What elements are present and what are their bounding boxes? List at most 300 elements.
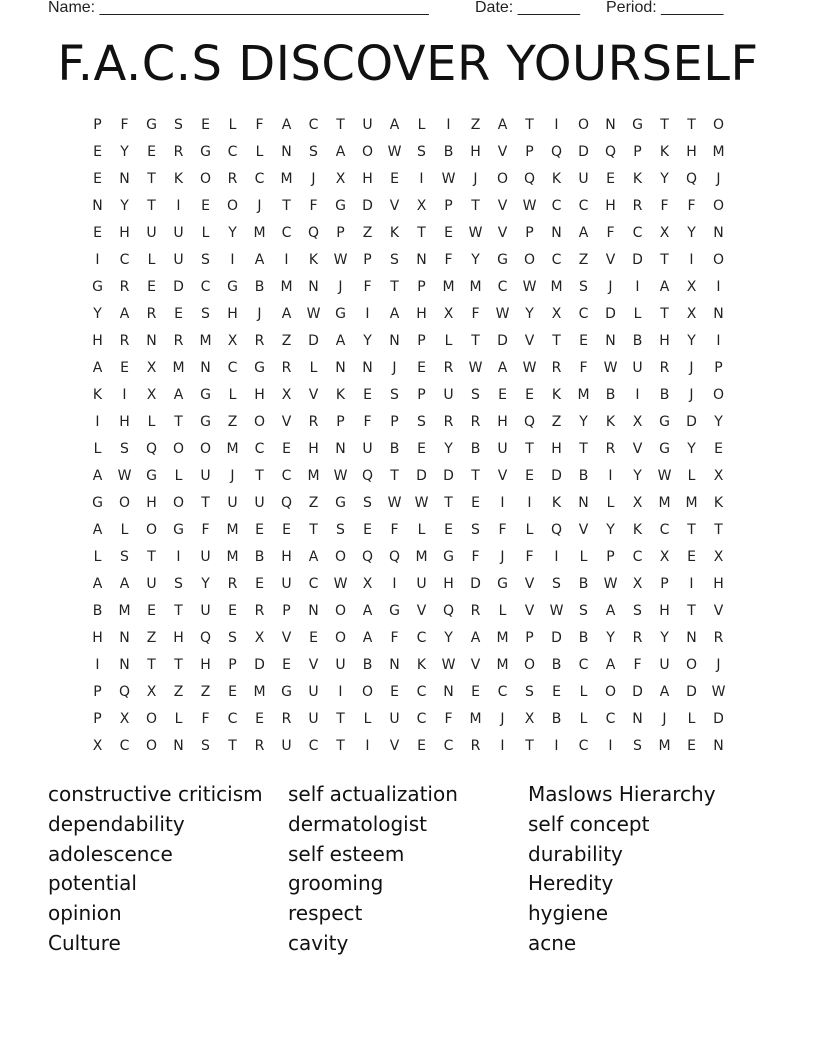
grid-letter: O	[334, 549, 347, 565]
grid-letter: U	[335, 657, 346, 673]
grid-letter: E	[363, 387, 372, 403]
grid-letter: J	[338, 279, 343, 295]
grid-letter: S	[174, 576, 183, 592]
grid-letter: Q	[280, 495, 293, 511]
grid-letter: C	[632, 549, 643, 565]
grid-letter: R	[470, 603, 481, 619]
grid-letter: I	[689, 576, 694, 592]
grid-letter: E	[309, 630, 318, 646]
grid-letter: F	[255, 117, 264, 133]
grid-letter: V	[497, 144, 508, 160]
grid-letter: E	[255, 522, 264, 538]
grid-letter: T	[336, 711, 345, 727]
grid-letter: H	[713, 576, 724, 592]
grid-letter: N	[605, 333, 616, 349]
grid-letter: Z	[227, 414, 238, 430]
grid-letter: T	[390, 279, 399, 295]
grid-letter: W	[414, 495, 429, 511]
grid-letter: I	[230, 252, 235, 268]
grid-letter: C	[578, 306, 589, 322]
grid-letter: Y	[714, 414, 723, 430]
grid-letter: W	[603, 576, 618, 592]
grid-letter: A	[254, 252, 265, 268]
grid-letter: G	[227, 279, 238, 295]
grid-letter: A	[173, 387, 184, 403]
grid-letter: B	[659, 387, 670, 403]
grid-letter: S	[120, 549, 129, 565]
grid-letter: C	[551, 252, 562, 268]
grid-letter: T	[444, 495, 453, 511]
grid-letter: E	[363, 522, 372, 538]
grid-letter: W	[549, 603, 564, 619]
grid-letter: I	[392, 576, 397, 592]
grid-letter: E	[255, 576, 264, 592]
grid-letter: O	[712, 387, 725, 403]
grid-letter: F	[579, 360, 588, 376]
grid-letter: E	[552, 684, 561, 700]
grid-letter: H	[659, 333, 670, 349]
grid-letter: N	[389, 657, 400, 673]
name-field: Name: _____________________________________	[48, 0, 429, 16]
grid-letter: I	[554, 738, 559, 754]
grid-letter: D	[362, 198, 373, 214]
grid-letter: U	[200, 468, 211, 484]
grid-letter: T	[471, 468, 480, 484]
word-list-item: durability	[528, 841, 623, 866]
grid-letter: K	[173, 171, 184, 187]
grid-letter: C	[416, 711, 427, 727]
grid-letter: M	[307, 468, 320, 484]
grid-letter: S	[120, 441, 129, 457]
grid-letter: B	[578, 630, 589, 646]
grid-letter: X	[551, 306, 562, 322]
grid-letter: M	[685, 495, 698, 511]
grid-letter: Y	[579, 414, 588, 430]
grid-letter: A	[119, 306, 130, 322]
grid-letter: N	[119, 171, 130, 187]
grid-letter: Q	[307, 225, 320, 241]
grid-letter: K	[632, 171, 643, 187]
grid-letter: R	[713, 630, 724, 646]
grid-letter: U	[389, 711, 400, 727]
grid-letter: D	[497, 333, 508, 349]
grid-letter: M	[712, 144, 725, 160]
grid-letter: A	[389, 117, 400, 133]
grid-letter: F	[525, 549, 534, 565]
grid-letter: X	[659, 225, 670, 241]
grid-letter: T	[147, 549, 156, 565]
grid-letter: T	[282, 198, 291, 214]
grid-letter: E	[498, 387, 507, 403]
grid-letter: G	[173, 522, 184, 538]
grid-letter: P	[633, 144, 642, 160]
grid-letter: C	[578, 198, 589, 214]
grid-letter: V	[308, 657, 319, 673]
grid-letter: V	[497, 225, 508, 241]
grid-letter: J	[311, 171, 316, 187]
grid-letter: E	[201, 117, 210, 133]
grid-letter: F	[201, 522, 210, 538]
grid-letter: L	[633, 306, 642, 322]
grid-letter: G	[200, 387, 211, 403]
grid-letter: V	[578, 522, 589, 538]
grid-letter: V	[713, 603, 724, 619]
grid-letter: G	[389, 603, 400, 619]
grid-letter: X	[335, 171, 346, 187]
grid-letter: H	[200, 657, 211, 673]
grid-letter: S	[309, 144, 318, 160]
grid-letter: S	[579, 603, 588, 619]
grid-letter: E	[417, 441, 426, 457]
grid-letter: V	[308, 387, 319, 403]
grid-letter: O	[523, 252, 536, 268]
grid-letter: G	[254, 360, 265, 376]
grid-letter: Q	[361, 468, 374, 484]
grid-letter: A	[362, 630, 373, 646]
grid-letter: L	[228, 387, 237, 403]
grid-letter: L	[417, 522, 426, 538]
grid-letter: W	[657, 468, 672, 484]
grid-letter: T	[309, 522, 318, 538]
grid-letter: A	[497, 117, 508, 133]
grid-letter: W	[468, 360, 483, 376]
grid-letter: L	[687, 711, 696, 727]
grid-letter: A	[389, 306, 400, 322]
grid-letter: P	[390, 414, 399, 430]
grid-letter: F	[606, 225, 615, 241]
grid-letter: I	[635, 279, 640, 295]
grid-letter: R	[173, 333, 184, 349]
grid-letter: T	[336, 738, 345, 754]
grid-letter: I	[122, 387, 127, 403]
grid-letter: X	[146, 684, 157, 700]
grid-letter: T	[525, 441, 534, 457]
grid-letter: K	[632, 522, 643, 538]
grid-letter: P	[93, 684, 102, 700]
grid-letter: X	[659, 549, 670, 565]
worksheet-header	[48, 0, 748, 20]
grid-letter: L	[444, 333, 453, 349]
grid-letter: J	[392, 360, 397, 376]
grid-letter: T	[660, 252, 669, 268]
grid-letter: H	[254, 387, 265, 403]
grid-letter: D	[632, 684, 643, 700]
grid-letter: Y	[660, 630, 669, 646]
grid-letter: C	[227, 360, 238, 376]
grid-letter: B	[362, 657, 373, 673]
grid-letter: Y	[444, 441, 453, 457]
grid-letter: K	[308, 252, 319, 268]
grid-letter: E	[687, 738, 696, 754]
word-list-item: respect	[288, 901, 363, 926]
grid-letter: O	[712, 198, 725, 214]
grid-letter: I	[500, 495, 505, 511]
grid-letter: T	[714, 522, 723, 538]
grid-letter: J	[257, 306, 262, 322]
grid-letter: R	[605, 441, 616, 457]
grid-letter: A	[470, 630, 481, 646]
grid-letter: H	[119, 225, 130, 241]
grid-letter: J	[500, 549, 505, 565]
grid-letter: A	[605, 657, 616, 673]
grid-letter: K	[92, 387, 103, 403]
grid-letter: M	[415, 549, 428, 565]
grid-letter: O	[253, 414, 266, 430]
grid-letter: S	[579, 279, 588, 295]
grid-letter: W	[333, 576, 348, 592]
grid-letter: T	[660, 306, 669, 322]
grid-letter: I	[635, 387, 640, 403]
grid-letter: D	[173, 279, 184, 295]
grid-letter: E	[147, 603, 156, 619]
grid-letter: T	[471, 198, 480, 214]
grid-letter: N	[416, 252, 427, 268]
grid-letter: Q	[145, 441, 158, 457]
grid-letter: N	[605, 117, 616, 133]
grid-letter: S	[390, 252, 399, 268]
grid-letter: R	[281, 360, 292, 376]
grid-letter: E	[147, 144, 156, 160]
grid-letter: M	[199, 333, 212, 349]
grid-letter: W	[306, 306, 321, 322]
grid-letter: Z	[146, 630, 157, 646]
grid-letter: C	[119, 738, 130, 754]
grid-letter: V	[281, 414, 292, 430]
grid-letter: G	[659, 414, 670, 430]
grid-letter: U	[200, 549, 211, 565]
grid-letter: P	[417, 279, 426, 295]
grid-letter: E	[444, 522, 453, 538]
grid-letter: Q	[442, 603, 455, 619]
grid-letter: Z	[173, 684, 184, 700]
grid-letter: S	[633, 738, 642, 754]
grid-letter: B	[254, 549, 265, 565]
grid-letter: L	[147, 414, 156, 430]
grid-letter: U	[659, 657, 670, 673]
grid-letter: P	[417, 387, 426, 403]
grid-letter: U	[362, 441, 373, 457]
grid-letter: C	[551, 198, 562, 214]
grid-letter: B	[632, 333, 643, 349]
grid-letter: H	[173, 630, 184, 646]
grid-letter: R	[119, 333, 130, 349]
grid-letter: L	[579, 549, 588, 565]
grid-letter: X	[146, 387, 157, 403]
grid-letter: L	[174, 468, 183, 484]
grid-letter: U	[281, 576, 292, 592]
grid-letter: M	[226, 522, 239, 538]
grid-letter: N	[713, 225, 724, 241]
grid-letter: N	[119, 657, 130, 673]
grid-letter: E	[417, 738, 426, 754]
grid-letter: T	[525, 117, 534, 133]
grid-letter: X	[92, 738, 103, 754]
grid-letter: L	[606, 495, 615, 511]
grid-letter: P	[660, 576, 669, 592]
grid-letter: R	[443, 414, 454, 430]
grid-letter: I	[419, 171, 424, 187]
grid-letter: L	[93, 549, 102, 565]
grid-letter: Y	[660, 171, 669, 187]
grid-letter: D	[551, 630, 562, 646]
grid-letter: K	[551, 171, 562, 187]
grid-letter: G	[335, 198, 346, 214]
grid-letter: R	[227, 576, 238, 592]
grid-letter: I	[95, 657, 100, 673]
grid-letter: P	[525, 144, 534, 160]
grid-letter: X	[281, 387, 292, 403]
grid-letter: Y	[363, 333, 372, 349]
grid-letter: C	[281, 468, 292, 484]
grid-letter: B	[254, 279, 265, 295]
grid-letter: N	[308, 279, 319, 295]
grid-letter: R	[254, 333, 265, 349]
grid-letter: X	[632, 576, 643, 592]
grid-letter: D	[578, 144, 589, 160]
grid-letter: U	[632, 360, 643, 376]
grid-letter: Q	[199, 630, 212, 646]
grid-letter: C	[200, 279, 211, 295]
grid-letter: A	[119, 576, 130, 592]
grid-letter: B	[92, 603, 103, 619]
grid-letter: M	[442, 279, 455, 295]
grid-letter: P	[417, 333, 426, 349]
grid-letter: E	[471, 495, 480, 511]
grid-letter: G	[497, 576, 508, 592]
grid-letter: E	[390, 684, 399, 700]
grid-letter: W	[522, 198, 537, 214]
grid-letter: H	[92, 333, 103, 349]
grid-letter: I	[716, 333, 721, 349]
grid-letter: S	[174, 117, 183, 133]
grid-letter: H	[227, 306, 238, 322]
grid-letter: R	[254, 603, 265, 619]
grid-letter: V	[497, 468, 508, 484]
grid-letter: W	[711, 684, 726, 700]
grid-letter: U	[443, 387, 454, 403]
grid-letter: L	[309, 360, 318, 376]
grid-letter: T	[390, 468, 399, 484]
grid-letter: B	[551, 657, 562, 673]
grid-letter: V	[524, 603, 535, 619]
grid-letter: M	[280, 279, 293, 295]
grid-letter: E	[417, 360, 426, 376]
grid-letter: W	[441, 171, 456, 187]
grid-letter: V	[524, 333, 535, 349]
grid-letter: G	[497, 252, 508, 268]
grid-letter: G	[335, 306, 346, 322]
grid-letter: W	[603, 360, 618, 376]
grid-letter: S	[336, 522, 345, 538]
grid-letter: R	[227, 171, 238, 187]
grid-letter: P	[525, 225, 534, 241]
grid-letter: L	[174, 711, 183, 727]
grid-letter: W	[387, 144, 402, 160]
grid-letter: C	[416, 630, 427, 646]
date-field: Date: _______	[475, 0, 580, 16]
grid-letter: S	[201, 252, 210, 268]
grid-letter: Z	[308, 495, 319, 511]
grid-letter: H	[686, 144, 697, 160]
grid-letter: Z	[281, 333, 292, 349]
grid-letter: E	[444, 225, 453, 241]
grid-letter: N	[200, 360, 211, 376]
grid-letter: H	[281, 549, 292, 565]
grid-letter: Q	[550, 522, 563, 538]
grid-letter: E	[714, 441, 723, 457]
grid-letter: U	[227, 495, 238, 511]
grid-letter: E	[228, 603, 237, 619]
grid-letter: X	[713, 549, 724, 565]
grid-letter: M	[253, 225, 266, 241]
grid-letter: S	[390, 387, 399, 403]
word-list	[48, 780, 768, 960]
grid-letter: Y	[525, 306, 534, 322]
grid-letter: O	[199, 441, 212, 457]
grid-letter: D	[416, 468, 427, 484]
grid-letter: Z	[362, 225, 373, 241]
grid-letter: W	[495, 306, 510, 322]
grid-letter: P	[282, 603, 291, 619]
grid-letter: M	[469, 279, 482, 295]
grid-letter: H	[659, 603, 670, 619]
grid-letter: I	[554, 117, 559, 133]
grid-letter: N	[389, 333, 400, 349]
grid-letter: T	[417, 225, 426, 241]
grid-letter: S	[633, 603, 642, 619]
grid-letter: Y	[687, 333, 696, 349]
grid-letter: U	[497, 441, 508, 457]
grid-letter: D	[632, 252, 643, 268]
grid-letter: L	[93, 441, 102, 457]
grid-letter: R	[659, 360, 670, 376]
grid-letter: J	[473, 171, 478, 187]
grid-letter: I	[338, 684, 343, 700]
grid-letter: M	[253, 684, 266, 700]
grid-letter: C	[497, 279, 508, 295]
grid-letter: W	[387, 495, 402, 511]
grid-letter: X	[686, 306, 697, 322]
grid-letter: W	[441, 657, 456, 673]
word-list-item: Culture	[48, 930, 121, 955]
grid-letter: T	[687, 603, 696, 619]
grid-letter: Y	[444, 630, 453, 646]
grid-letter: M	[226, 441, 239, 457]
grid-letter: Q	[604, 144, 617, 160]
grid-letter: G	[659, 441, 670, 457]
grid-letter: C	[605, 711, 616, 727]
page-title: F.A.C.S DISCOVER YOURSELF	[57, 36, 759, 92]
grid-letter: G	[200, 414, 211, 430]
grid-letter: B	[578, 576, 589, 592]
grid-letter: E	[282, 657, 291, 673]
grid-letter: V	[389, 198, 400, 214]
grid-letter: X	[713, 468, 724, 484]
grid-letter: M	[280, 171, 293, 187]
grid-letter: K	[551, 387, 562, 403]
word-list-item: Heredity	[528, 871, 614, 896]
grid-letter: N	[308, 603, 319, 619]
grid-letter: U	[416, 576, 427, 592]
grid-letter: Z	[200, 684, 211, 700]
grid-letter: C	[632, 225, 643, 241]
word-list-item: opinion	[48, 901, 122, 926]
grid-letter: T	[228, 738, 237, 754]
grid-letter: R	[632, 198, 643, 214]
grid-letter: R	[470, 738, 481, 754]
grid-letter: J	[608, 279, 613, 295]
grid-letter: W	[117, 468, 132, 484]
